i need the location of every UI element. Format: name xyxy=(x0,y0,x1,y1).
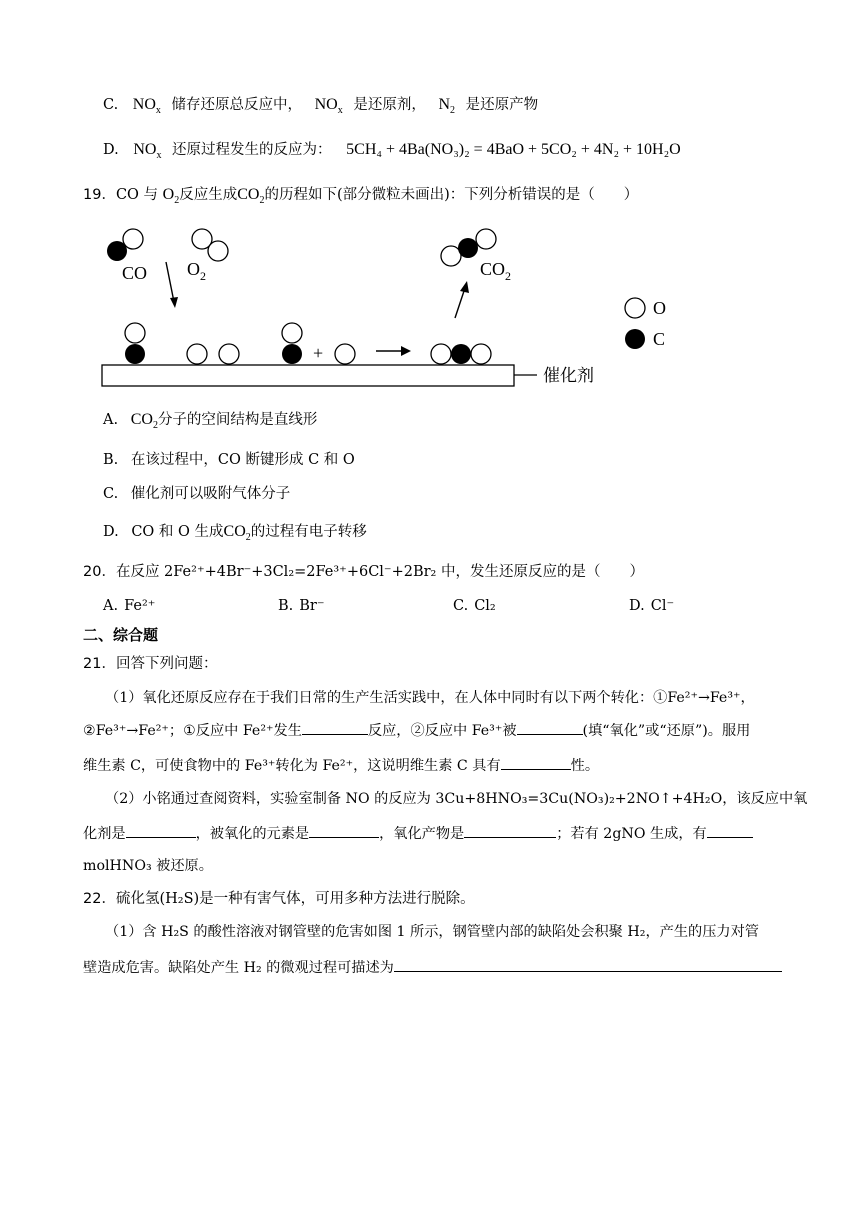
reaction-arrow xyxy=(376,346,411,356)
catalyst-label: 催化剂 xyxy=(543,366,594,386)
q20-option-c: C. Cl₂ xyxy=(453,598,496,614)
legend-oxygen-symbol xyxy=(625,298,645,318)
o2-molecule xyxy=(192,229,228,261)
q22-part1-line1: （1）含 H₂S 的酸性溶液对钢管壁的危害如图 1 所示，钢管壁内部的缺陷处会积聚 H₂，产生的压力对管 xyxy=(105,924,759,940)
co-molecule xyxy=(107,229,143,261)
q20-option-b: B. Br⁻ xyxy=(278,598,325,614)
q19-option-b: B. 在该过程中，CO 断键形成 C 和 O xyxy=(103,452,355,468)
co2-term: $CO_2$ xyxy=(130,411,158,432)
legend-carbon-symbol xyxy=(625,329,645,349)
q21-part2-line3: molHNO₃ 被还原。 xyxy=(83,858,213,874)
answer-blank[interactable] xyxy=(394,957,782,972)
desorption-arrow xyxy=(455,281,469,318)
o2-label: $O_2$ xyxy=(187,259,206,283)
legend-carbon-label: C xyxy=(653,329,666,349)
surface-co2 xyxy=(431,344,491,364)
q19-stem: 19．CO 与 $O_2$反应生成$CO_2$的历程如下(部分微粒未画出)：下列分析错误的是（ ） xyxy=(83,186,639,207)
q21-stem: 21．回答下列问题： xyxy=(83,656,218,672)
q22-part1-line2: 壁造成危害。缺陷处产生 H₂ 的微观过程可描述为 xyxy=(83,957,782,978)
q19-option-a: A. $CO_2$分子的空间结构是直线形 xyxy=(103,411,318,432)
answer-blank[interactable] xyxy=(309,823,379,838)
q20-stem: 20．在反应 2Fe²⁺+4Br⁻+3Cl₂=2Fe³⁺+6Cl⁻+2Br₂ 中，发生还原反应的是（ ） xyxy=(83,564,644,580)
co-label: CO xyxy=(122,263,148,283)
adsorption-arrow xyxy=(166,262,178,308)
q20-option-d: D. Cl⁻ xyxy=(629,598,675,614)
n2-term: $N_2$ xyxy=(438,96,456,117)
legend-oxygen-label: O xyxy=(653,298,666,318)
reduction-equation: 5CH₄ + 4Ba(NO₃)₂ = 4BaO + 5CO₂ + 4N₂ + 10H₂O xyxy=(346,141,681,158)
co-oxidation-diagram xyxy=(95,222,675,392)
plus-sign: + xyxy=(313,343,324,363)
answer-blank[interactable] xyxy=(707,823,753,838)
legend xyxy=(625,298,666,349)
co2-term: $CO_2$ xyxy=(237,186,265,207)
q19-option-d: D. CO 和 O 生成$CO_2$的过程有电子转移 xyxy=(103,523,367,544)
section-heading: 二、综合题 xyxy=(83,626,159,644)
o2-term: $O_2$ xyxy=(162,186,180,207)
co2-label: $CO_2$ xyxy=(480,259,512,283)
q21-part2-line2: 化剂是 ，被氧化的元素是 ，氧化产物是 ；若有 2gNO 生成，有 xyxy=(83,823,753,844)
nox-term: $NO_x$ xyxy=(314,96,343,117)
answer-blank[interactable] xyxy=(501,755,571,770)
adsorbed-o-atom xyxy=(335,344,355,364)
nox-term: $NO_x$ xyxy=(132,96,161,117)
q21-part2-line1: （2）小铭通过查阅资料，实验室制备 NO 的反应为 3Cu+8HNO₃=3Cu(NO₃)₂+2NO↑+4H₂O，该反应中氧 xyxy=(105,791,808,807)
q21-part1-line3: 维生素 C，可使食物中的 Fe³⁺转化为 Fe²⁺，这说明维生素 C 具有 性。 xyxy=(83,755,599,776)
catalyst-surface xyxy=(102,365,514,386)
q20-option-a: A. Fe²⁺ xyxy=(103,598,156,614)
adsorbed-co xyxy=(125,323,145,364)
q21-part1-line2: ②Fe³⁺→Fe²⁺；①反应中 Fe²⁺发生 反应，②反应中 Fe³⁺被 (填“氧化”或“还原”)。服用 xyxy=(83,720,750,741)
q22-stem: 22．硫化氢(H₂S)是一种有害气体，可用多种方法进行脱除。 xyxy=(83,891,475,907)
answer-blank[interactable] xyxy=(302,720,368,735)
answer-blank[interactable] xyxy=(517,720,583,735)
q19-option-c: C. 催化剂可以吸附气体分子 xyxy=(103,486,291,502)
adsorbed-co-second xyxy=(282,323,302,364)
q21-part1-line1: （1）氧化还原反应存在于我们日常的生产生活实践中，在人体中同时有以下两个转化：①Fe²⁺→Fe³⁺， xyxy=(105,690,755,706)
adsorbed-o-atoms xyxy=(187,344,239,364)
q18-option-d: D. $NO_x$ 还原过程发生的反应为： 5CH₄ + 4Ba(NO₃)₂ = 4BaO + 5CO₂ + 4N₂ + 10H₂O xyxy=(103,141,681,162)
answer-blank[interactable] xyxy=(464,823,556,838)
q18-option-c: C. $NO_x$ 储存还原总反应中， $NO_x$ 是还原剂， $N_2$ 是还原产物 xyxy=(103,96,539,117)
co2-term: $CO_2$ xyxy=(223,523,251,544)
nox-term: $NO_x$ xyxy=(133,141,162,162)
answer-blank[interactable] xyxy=(126,823,196,838)
